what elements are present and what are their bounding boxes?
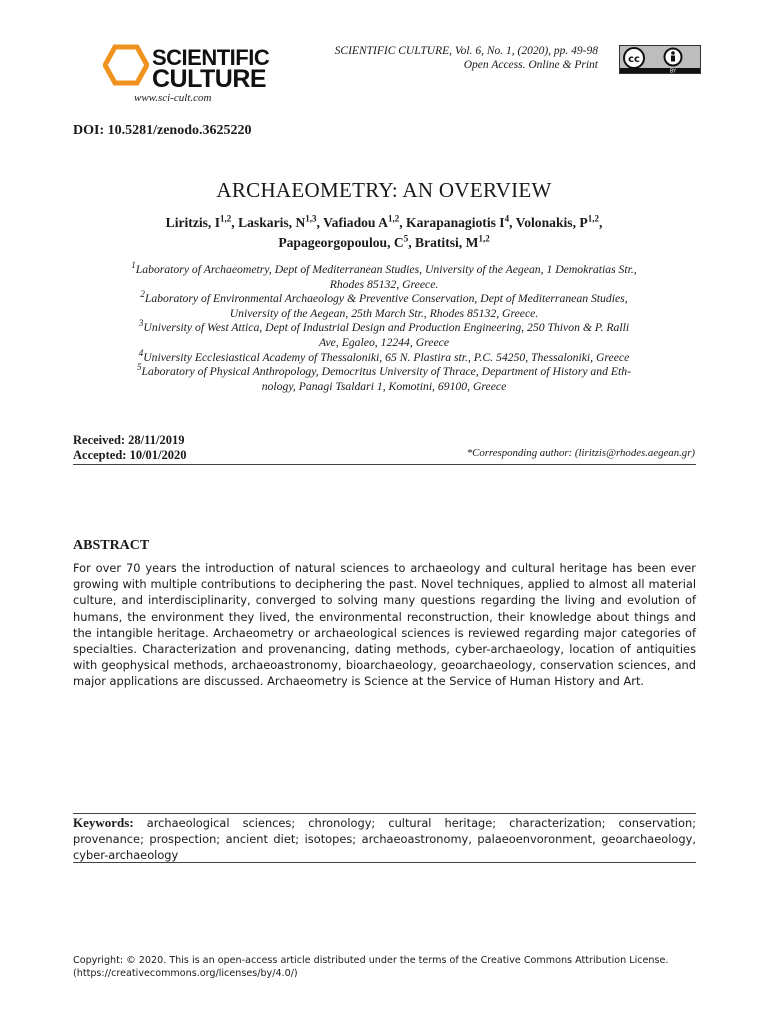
- affiliation: [73, 347, 695, 366]
- received-date: Received: 28/11/2019: [73, 433, 185, 447]
- divider: [73, 464, 696, 465]
- abstract-text: For over 70 years the introduction of natural sciences to archaeology and cultural heritage has been ever growing with multiple contributions to deciphering the past. Novel techniques, applied to almost all material culture, and interdisciplinarity, converged to solving many questions regarding the living and evolution of humans, the environment they lived, the environmental reconstruction, their knowledge about things and the intangible heritage. Archaeometry or archaeological sciences is reviewed regarding major categories of specialties. Characterization and provenancing, dating methods, cyber-archaeology, location of antiquities with geophysical methods, archaeoastronomy, bioarchaeology, geoarchaeology, conservation sciences, and major applications are discussed. Archaeometry is Science at the Service of Human History and Art.: [73, 561, 696, 689]
- journal-issue-line: SCIENTIFIC CULTURE, Vol. 6, No. 1, (2020), pp. 49-98: [334, 45, 598, 57]
- logo-text-culture: CULTURE: [152, 65, 267, 93]
- hexagon-logo-icon: [103, 44, 149, 86]
- author-name: Liritzis, I: [165, 215, 221, 230]
- affiliation: [73, 362, 695, 394]
- license-url[interactable]: (https://creativecommons.org/licenses/by/4.0/): [73, 967, 298, 979]
- affiliation-number: 4: [138, 347, 144, 358]
- author-separator: ,: [231, 215, 239, 230]
- affiliation-number: 2: [140, 289, 145, 300]
- author-list: [90, 213, 678, 253]
- svg-text:cc: cc: [628, 54, 640, 65]
- copyright-notice: [73, 955, 696, 980]
- copyright-line: Copyright: © 2020. This is an open-access article distributed under the terms of the Creative Commons Attribution License.: [73, 955, 669, 966]
- author-separator: ,: [509, 215, 516, 230]
- keywords-label: Keywords:: [73, 815, 134, 830]
- affiliation-text: Rhodes 85132, Greece.: [329, 277, 439, 291]
- author-affiliation-mark: 1,3: [305, 213, 317, 224]
- affiliation-number: 3: [138, 318, 144, 329]
- affiliation-text: University of West Attica, Dept of Industrial Design and Production Engineering, 250 Thivon & P. Ralli: [143, 321, 630, 335]
- affiliation-text: Ave, Egaleo, 12244, Greece: [318, 335, 450, 349]
- affiliation-number: 5: [136, 362, 142, 373]
- affiliation-line: [73, 318, 695, 336]
- affiliation: [73, 318, 695, 350]
- author-name: Vafiadou A: [323, 215, 388, 230]
- cc-by-badge-icon: [619, 45, 701, 74]
- affiliation-line: [73, 380, 695, 395]
- affiliation: [73, 260, 695, 292]
- author-affiliation-mark: 5: [403, 233, 409, 244]
- journal-citation: [335, 44, 598, 72]
- abstract-heading: ABSTRACT: [73, 538, 150, 553]
- affiliation-line: [73, 362, 695, 380]
- logo-text-scientific: SCIENTIFIC: [152, 45, 270, 70]
- author-separator: ,: [408, 235, 415, 250]
- author-separator: ,: [399, 215, 407, 230]
- author-name: Laskaris, N: [238, 215, 306, 230]
- author-separator: ,: [316, 215, 324, 230]
- paper-title: ARCHAEOMETRY: AN OVERVIEW: [216, 178, 552, 202]
- journal-access-line: Open Access. Online & Print: [463, 59, 598, 71]
- doi[interactable]: DOI: 10.5281/zenodo.3625220: [73, 123, 252, 138]
- affiliation-line: [73, 307, 695, 322]
- affiliation-text: Laboratory of Archaeometry, Dept of Mediterranean Studies, University of the Aegean, 1 Demokratias Str.,: [135, 263, 637, 276]
- author-name: Papageorgopoulou, C: [278, 235, 404, 250]
- author-affiliation-mark: 1,2: [387, 213, 400, 224]
- corresponding-author: *Corresponding author: (liritzis@rhodes.aegean.gr): [466, 447, 695, 459]
- affiliation-line: [73, 260, 695, 278]
- affiliation: [73, 289, 695, 321]
- author-affiliation-mark: 4: [504, 213, 510, 224]
- author-affiliation-mark: 1,2: [220, 213, 232, 224]
- accepted-date: Accepted: 10/01/2020: [73, 448, 187, 462]
- author-affiliation-mark: 1,2: [478, 233, 490, 244]
- affiliation-line: [73, 278, 695, 293]
- keywords-text: archaeological sciences; chronology; cultural heritage; characterization; conservation; provenance; prospection; ancient diet; isotopes; archaeoastronomy, palaeoenvoronment, geoarchaeology, cyber-archaeology: [73, 816, 697, 862]
- divider: [73, 813, 696, 814]
- author-name: Volonakis, P: [515, 215, 588, 230]
- affiliation-line: [73, 289, 695, 307]
- affiliation-line: [73, 336, 695, 351]
- affiliation-line: [73, 347, 695, 366]
- keywords-block: [73, 815, 696, 863]
- affiliation-list: [73, 260, 695, 394]
- affiliation-text: University Ecclesiastical Academy of Thessaloniki, 65 N. Plastira str., P.C. 54250, Thessaloniki, Greece: [143, 350, 630, 364]
- author-name: Bratitsi, M: [415, 235, 479, 250]
- affiliation-text: Laboratory of Environmental Archaeology & Preventive Conservation, Dept of Mediterranean Studies,: [144, 292, 628, 306]
- author-separator: ,: [598, 215, 603, 230]
- author-name: Karapanagiotis I: [406, 215, 505, 230]
- svg-text:BY: BY: [669, 68, 677, 73]
- affiliation-number: 1: [131, 260, 136, 271]
- affiliation-text: Laboratory of Physical Anthropology, Democritus University of Thrace, Department of History and Eth-: [141, 365, 632, 379]
- journal-website[interactable]: www.sci-cult.com: [134, 92, 212, 104]
- affiliation-text: University of the Aegean, 25th March Str., Rhodes 85132, Greece.: [229, 306, 539, 320]
- author-affiliation-mark: 1,2: [587, 213, 599, 224]
- divider: [73, 862, 696, 863]
- affiliation-text: nology, Panagi Tsaldari 1, Komotini, 69100, Greece: [261, 379, 507, 393]
